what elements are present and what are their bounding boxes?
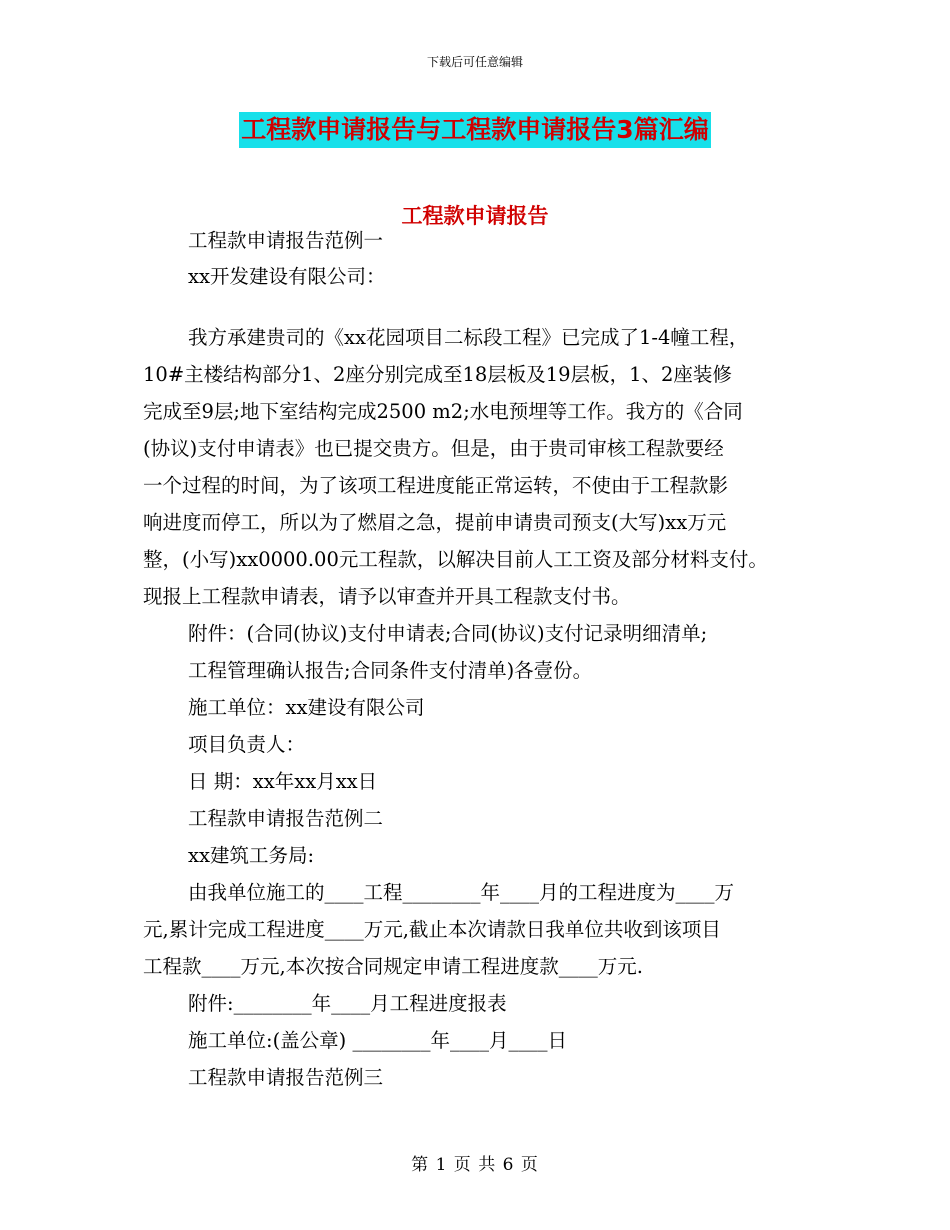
body-line: 工程款申请报告范例三 xyxy=(188,1066,384,1089)
body-line: 工程款____万元,本次按合同规定申请工程进度款____万元. xyxy=(143,955,643,978)
body-line: 工程管理确认报告;合同条件支付清单)各壹份。 xyxy=(188,659,593,682)
document-title-text: 工程款申请报告与工程款申请报告3篇汇编 xyxy=(239,112,710,148)
body-line: 10#主楼结构部分1、2座分别完成至18层板及19层板，1、2座装修 xyxy=(143,363,732,386)
body-line: 施工单位:(盖公章) ________年____月____日 xyxy=(188,1029,567,1052)
body-line: 工程款申请报告范例二 xyxy=(188,807,384,830)
body-line: 附件：(合同(协议)支付申请表;合同(协议)支付记录明细清单; xyxy=(188,622,708,645)
body-line: 现报上工程款申请表，请予以审查并开具工程款支付书。 xyxy=(143,585,631,608)
body-line: 施工单位：xx建设有限公司 xyxy=(188,696,425,719)
body-line: 完成至9层;地下室结构完成2500 m2;水电预埋等工作。我方的《合同 xyxy=(143,400,743,423)
body-line: 项目负责人： xyxy=(188,733,306,756)
page-footer: 第 1 页 共 6 页 xyxy=(411,1155,539,1175)
body-line: 元,累计完成工程进度____万元,截止本次请款日我单位共收到该项目 xyxy=(143,918,721,941)
body-line: (协议)支付申请表》也已提交贵方。但是，由于贵司审核工程款要经 xyxy=(143,437,724,460)
body-line: 日 期：xx年xx月xx日 xyxy=(188,770,378,793)
page-header-note: 下载后可任意编辑 xyxy=(426,55,523,69)
section-title: 工程款申请报告 xyxy=(401,204,549,228)
body-line: xx开发建设有限公司： xyxy=(188,265,386,288)
body-line: 我方承建贵司的《xx花园项目二标段工程》已完成了1-4幢工程， xyxy=(188,326,749,349)
body-line: 由我单位施工的____工程________年____月的工程进度为____万 xyxy=(188,881,735,904)
body-line: 一个过程的时间，为了该项工程进度能正常运转，不使由于工程款影 xyxy=(143,474,729,497)
body-line: 整，(小写)xx0000.00元工程款，以解决目前人工工资及部分材料支付。 xyxy=(143,548,768,571)
body-line: 附件:________年____月工程进度报表 xyxy=(188,992,507,1015)
body-line: 响进度而停工，所以为了燃眉之急，提前申请贵司预支(大写)xx万元 xyxy=(143,511,727,534)
body-line: xx建筑工务局: xyxy=(188,844,315,867)
body-line: 工程款申请报告范例一 xyxy=(188,229,384,252)
document-title xyxy=(0,112,950,148)
